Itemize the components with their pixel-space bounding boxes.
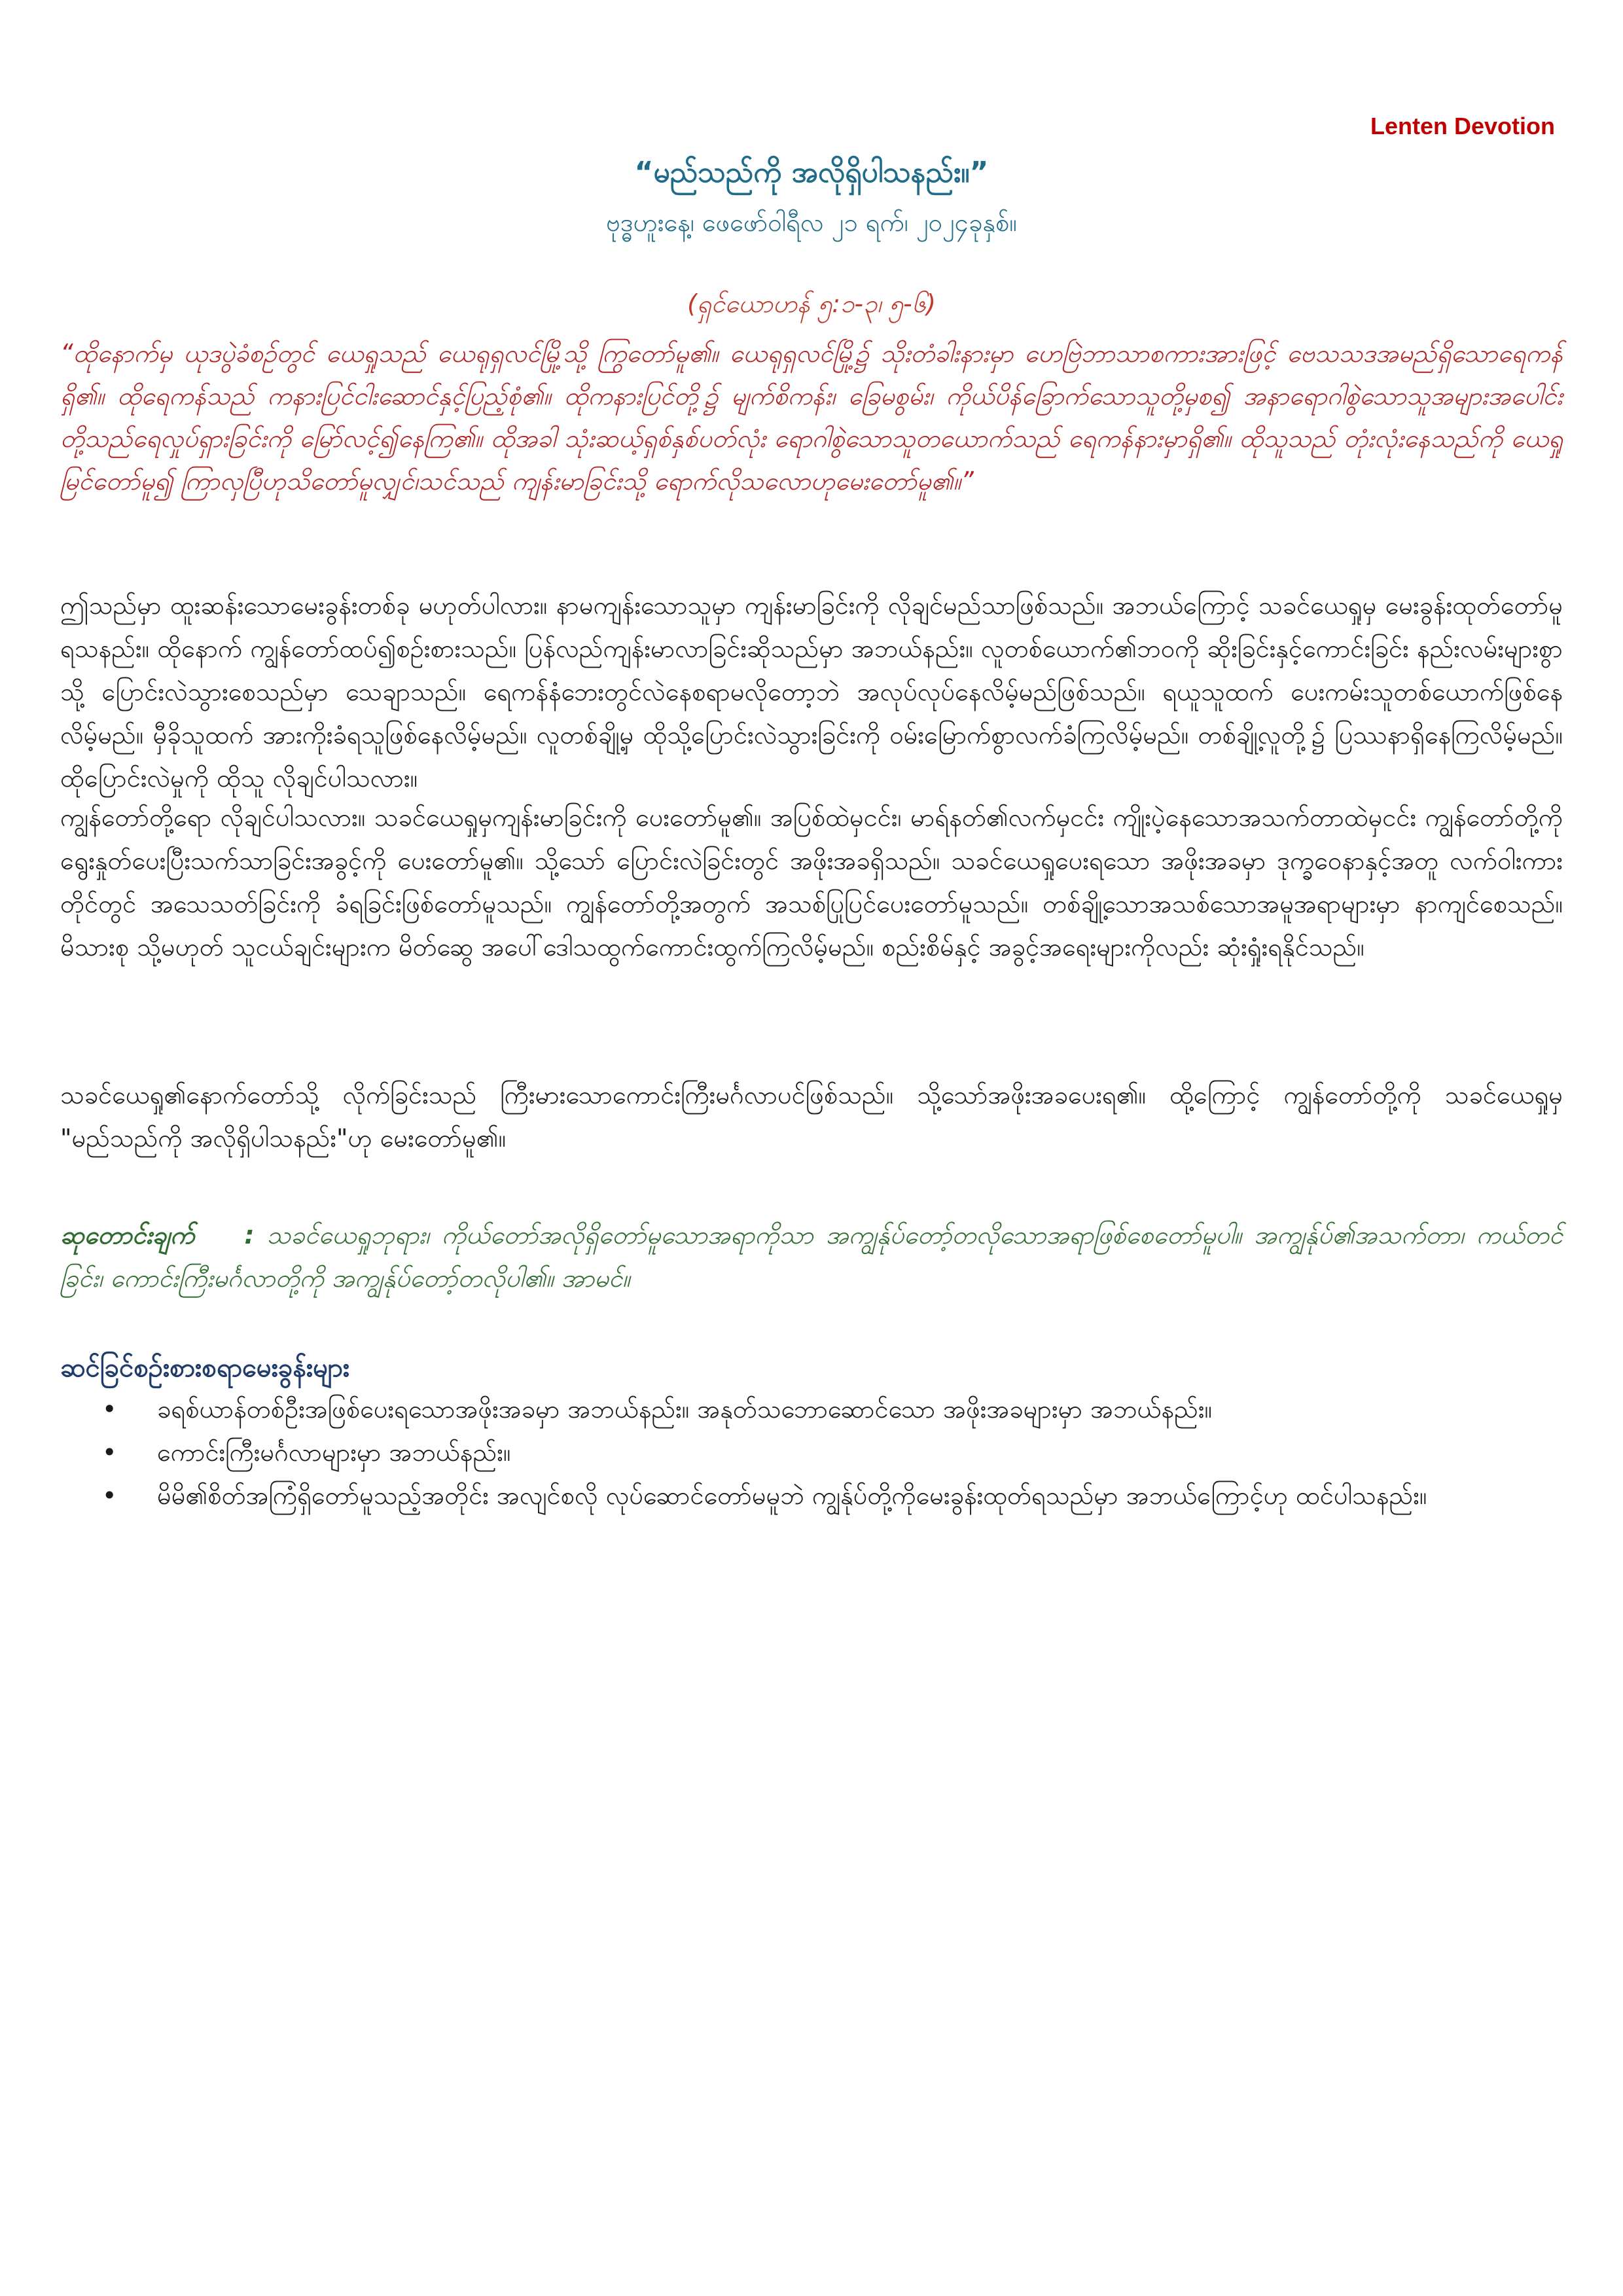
paragraph-3: သခင်ယေရှု၏နောက်တော်သို့ လိုက်ခြင်းသည် ကြီးမားသောကောင်းကြီးမင်္ဂလာပင်ဖြစ်သည်။ သို့သော်အဖိုးအခပေးရ၏။ ထို့ကြောင့် ကျွန်တော်တို့ကို သခင်ယေရှုမှ "မည်သည်ကို အလိုရှိပါသနည်း"ဟု မေးတော်မူ၏။ [60, 1081, 1563, 1153]
question-item: • ကောင်းကြီးမင်္ဂလာများမှာ အဘယ်နည်း။ [60, 1431, 1563, 1474]
questions-heading: ဆင်ခြင်စဉ်းစားစရာမေးခွန်းများ [60, 1353, 349, 1383]
question-item: • ခရစ်ယာန်တစ်ဦးအဖြစ်ပေးရသောအဖိုးအခမှာ အဘယ်နည်း။ အနုတ်သဘောဆောင်သော အဖိုးအခများမှာ အဘယ်နည်း။ [60, 1388, 1563, 1431]
date-line: ဗုဒ္ဓဟူးနေ့၊ ဖေဖော်ဝါရီလ ၂၁ ရက်၊ ၂၀၂၄ခုနှစ်။ [606, 208, 1017, 237]
prayer-separator: : [244, 1221, 255, 1249]
series-tag: Lenten Devotion [1370, 113, 1555, 139]
question-item: • မိမိ၏စိတ်အကြံရှိတော်မူသည့်အတိုင်း အလျင်စလို လုပ်ဆောင်တော်မမူဘဲ ကျွန်ုပ်တို့ကိုမေးခွန်းထုတ်ရသည်မှာ အဘယ်ကြောင့်ဟု ထင်ပါသနည်း။ [60, 1474, 1563, 1517]
page-title: “မည်သည်ကို အလိုရှိပါသနည်း။” [634, 156, 989, 189]
prayer-label: ဆုတောင်းချက် [60, 1221, 195, 1249]
questions-list [60, 1388, 1563, 1517]
scripture-reference: (ရှင်ယောဟန် ၅:၁-၃၊ ၅-၆) [687, 289, 936, 318]
paragraph-2: ကျွန်တော်တို့ရော လိုချင်ပါသလား။ သခင်ယေရှုမှကျန်းမာခြင်းကို ပေးတော်မူ၏။ အပြစ်ထဲမှငင်း၊ မာရ်နတ်၏လက်မှငင်း ကျိုးပဲ့နေသောအသက်တာထဲမှငင်း ကျွန်တော်တို့ကို ရွေးနှုတ်ပေးပြီးသက်သာခြင်းအခွင့်ကို ပေးတော်မူ၏။ သို့သော် ပြောင်းလဲခြင်းတွင် အဖိုးအခရှိသည်။ သခင်ယေရှုပေးရသော အဖိုးအခမှာ ဒုက္ခဝေနာနှင့်အတူ လက်ဝါးကားတိုင်တွင် အသေသတ်ခြင်းကို ခံရခြင်းဖြစ်တော်မူသည်။ ကျွန်တော်တို့အတွက် အသစ်ပြုပြင်ပေးတော်မူသည်။ တစ်ချို့သောအသစ်သောအမူအရာများမှာ နာကျင်စေသည်။ မိသားစု သို့မဟုတ် သူငယ်ချင်းများက မိတ်ဆွေ အပေါ်ဒေါသထွက်ကောင်းထွက်ကြလိမ့်မည်။ စည်းစိမ်နှင့် အခွင့်အရေးများကိုလည်း ဆုံးရှုံးရနိုင်သည်။ [60, 803, 1563, 961]
prayer-text: သခင်ယေရှုဘုရား၊ ကိုယ်တော်အလိုရှိတော်မူသောအရာကိုသာ အကျွန်ုပ်တော့်တလိုသောအရာဖြစ်စေတော်မူပါ။ အကျွန်ုပ်၏အသက်တာ၊ ကယ်တင်ခြင်း၊ ကောင်းကြီးမင်္ဂလာတို့ကို အကျွန်ုပ်တော့်တလိုပါ၏။ အာမင်။ [60, 1221, 1563, 1293]
scripture-text: “ထိုနောက်မှ ယုဒပွဲခံစဉ်တွင် ယေရှုသည် ယေရုရှလင်မြို့သို့ ကြွတော်မူ၏။ ယေရုရှလင်မြို့၌ သိုးတံခါးနားမှာ ဟေဗြဲဘာသာစကားအားဖြင့် ဗေသသဒအမည်ရှိသောရေကန်ရှိ၏။ ထိုရေကန်သည် ကနားပြင်ငါးဆောင်နှင့်ပြည့်စုံ၏။ ထိုကနားပြင်တို့၌ မျက်စိကန်း၊ ခြေမစွမ်း၊ ကိုယ်ပိန်ခြောက်သောသူတို့မှစ၍ အနာရောဂါစွဲသောသူအများအပေါင်းတို့သည်ရေလှုပ်ရှားခြင်းကို မြော်လင့်၍နေကြ၏။ ထိုအခါ သုံးဆယ့်ရှစ်နှစ်ပတ်လုံး ရောဂါစွဲသောသူတယောက်သည် ရေကန်နားမှာရှိ၏။ ထိုသူသည် တုံးလုံးနေသည်ကို ယေရှုမြင်တော်မူ၍ ကြာလှပြီဟုသိတော်မူလျှင်၊သင်သည် ကျန်းမာခြင်းသို့ ရောက်လိုသလောဟုမေးတော်မူ၏။” [60, 339, 1563, 495]
paragraph-1: ဤသည်မှာ ထူးဆန်းသောမေးခွန်းတစ်ခု မဟုတ်ပါလား။ နာမကျန်းသောသူမှာ ကျန်းမာခြင်းကို လိုချင်မည်သာဖြစ်သည်။ အဘယ်ကြောင့် သခင်ယေရှုမှ မေးခွန်းထုတ်တော်မူရသနည်း။ ထိုနောက် ကျွန်တော်ထပ်၍စဉ်းစားသည်။ ပြန်လည်ကျန်းမာလာခြင်းဆိုသည်မှာ အဘယ်နည်း။ လူတစ်ယောက်၏ဘဝကို ဆိုးခြင်းနှင့်ကောင်းခြင်း နည်းလမ်းများစွာသို့ ပြောင်းလဲသွားစေသည်မှာ သေချာသည်။ ရေကန်နံဘေးတွင်လဲနေစရာမလိုတော့ဘဲ အလုပ်လုပ်နေလိမ့်မည်ဖြစ်သည်။ ရယူသူထက် ပေးကမ်းသူတစ်ယောက်ဖြစ်နေလိမ့်မည်။ မှီခိုသူထက် အားကိုးခံရသူဖြစ်နေလိမ့်မည်။ လူတစ်ချို့မှ ထိုသို့ပြောင်းလဲသွားခြင်းကို ဝမ်းမြောက်စွာလက်ခံကြလိမ့်မည်။ တစ်ချို့လူတို့၌ ပြဿနာရှိနေကြလိမ့်မည်။ ထိုပြောင်းလဲမှုကို ထိုသူ လိုချင်ပါသလား။ [60, 591, 1563, 793]
prayer-block [60, 1213, 1563, 1300]
